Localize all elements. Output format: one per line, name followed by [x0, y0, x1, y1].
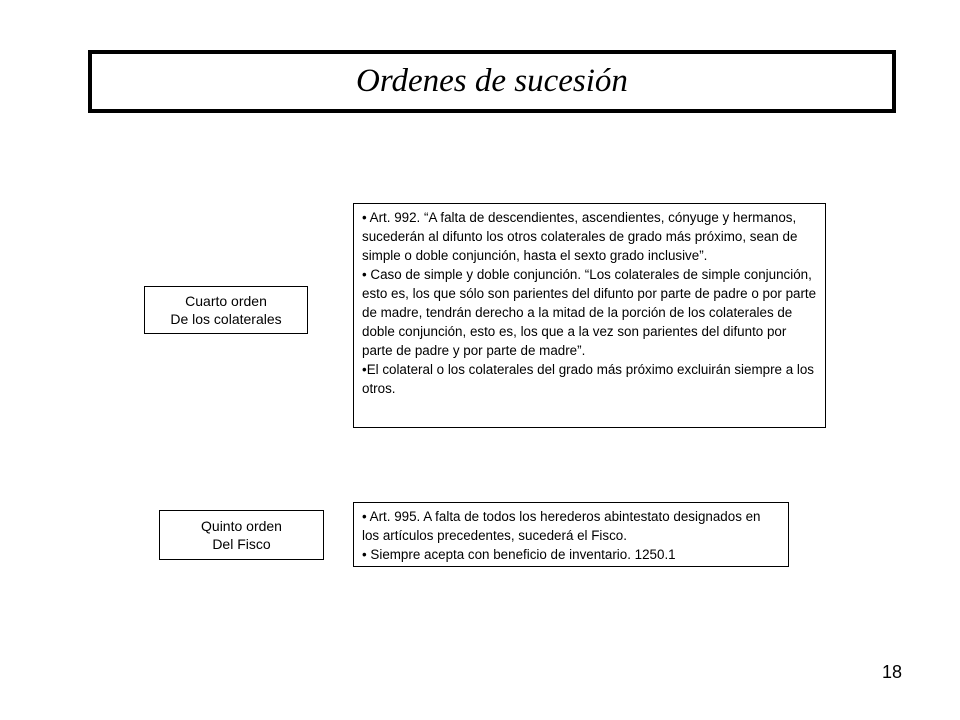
page-number: 18: [881, 662, 902, 682]
quinto-paragraph-inventario: • Siempre acepta con beneficio de inventario. 1250.1: [362, 547, 676, 562]
quinto-orden-title: Quinto orden: [201, 518, 282, 534]
cuarto-orden-label-box: [144, 286, 308, 334]
cuarto-paragraph-exclusion: •El colateral o los colaterales del grado más próximo excluirán siempre a los otros.: [362, 362, 814, 396]
cuarto-paragraph-conjuncion: • Caso de simple y doble conjunción. “Los colaterales de simple conjunción, esto es, los que sólo son parientes del difunto por parte de padre o por parte de madre, tendrán derecho a la mitad de la porción de los colaterales de doble conjunción, esto es, los que a la vez son parientes del difunto por parte de padre y por parte de madre”.: [362, 267, 817, 358]
slide-title: Ordenes de sucesión: [356, 63, 628, 99]
cuarto-paragraph-art992: • Art. 992. “A falta de descendientes, ascendientes, cónyuge y hermanos, sucederán al difunto los otros colaterales de grado más próximo, sean de simple o doble conjunción, hasta el sexto grado inclusive”.: [362, 210, 798, 263]
cuarto-orden-text-box: [353, 203, 826, 428]
quinto-orden-label-box: [159, 510, 324, 560]
title-box: [88, 50, 896, 113]
cuarto-orden-title: Cuarto orden: [185, 293, 267, 309]
quinto-orden-text-box: [353, 502, 789, 567]
quinto-orden-subtitle: Del Fisco: [212, 536, 271, 552]
quinto-paragraph-art995: • Art. 995. A falta de todos los herederos abintestato designados en los artículos precedentes, sucederá el Fisco.: [362, 509, 761, 543]
cuarto-orden-subtitle: De los colaterales: [170, 311, 282, 327]
